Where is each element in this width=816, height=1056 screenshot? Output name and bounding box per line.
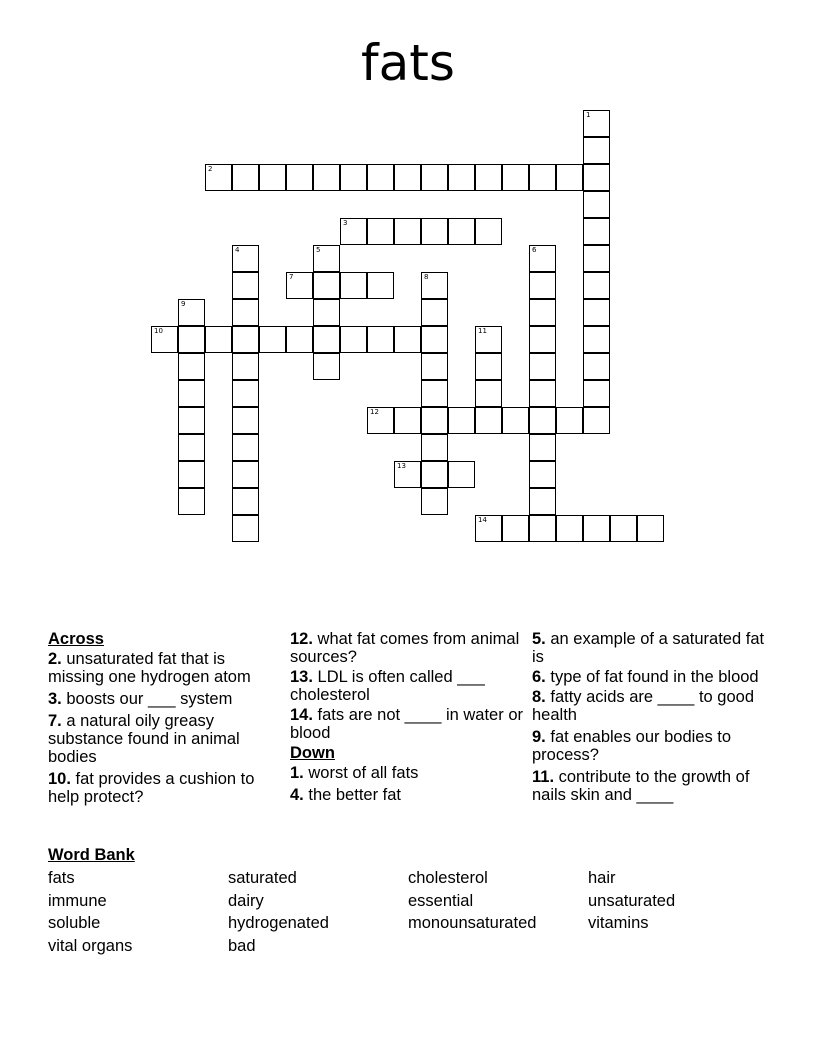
word-bank-item: hydrogenated [228,914,329,932]
crossword-cell[interactable] [421,407,448,434]
crossword-cell[interactable] [421,299,448,326]
crossword-cell[interactable] [583,407,610,434]
crossword-cell[interactable] [313,299,340,326]
crossword-cell[interactable] [529,353,556,380]
clue-down-11: 11. contribute to the growth of nails skin and ____ [532,768,750,804]
crossword-grid [151,110,666,545]
crossword-cell[interactable] [529,515,556,542]
crossword-cell[interactable] [529,380,556,407]
crossword-cell[interactable] [529,326,556,353]
crossword-cell[interactable] [178,434,205,461]
crossword-cell[interactable] [421,434,448,461]
clue-number: 9 [181,300,186,308]
crossword-cell[interactable] [583,272,610,299]
word-bank-item: soluble [48,914,101,932]
clue-number: 2 [208,165,213,173]
crossword-cell-7[interactable] [286,272,313,299]
crossword-cell[interactable] [475,380,502,407]
crossword-cell[interactable] [529,164,556,191]
crossword-cell[interactable] [313,164,340,191]
crossword-cell[interactable] [394,326,421,353]
crossword-cell-5[interactable] [313,245,340,272]
crossword-cell[interactable] [583,245,610,272]
crossword-cell[interactable] [286,326,313,353]
crossword-cell[interactable] [421,353,448,380]
clue-number: 4 [235,246,240,254]
clue-down-5: 5. an example of a saturated fat is [532,630,765,666]
crossword-cell[interactable] [340,164,367,191]
crossword-cell[interactable] [232,488,259,515]
crossword-cell[interactable] [583,137,610,164]
crossword-cell[interactable] [529,461,556,488]
crossword-cell[interactable] [529,407,556,434]
crossword-cell[interactable] [178,380,205,407]
crossword-cell[interactable] [583,380,610,407]
crossword-cell[interactable] [178,407,205,434]
crossword-cell[interactable] [232,380,259,407]
crossword-cell[interactable] [475,218,502,245]
crossword-cell[interactable] [178,353,205,380]
crossword-cell-12[interactable] [367,407,394,434]
clue-number: 12 [370,408,379,416]
crossword-cell-2[interactable] [205,164,232,191]
crossword-cell[interactable] [232,272,259,299]
word-bank-heading: Word Bank [48,846,135,864]
word-bank-item: vital organs [48,936,133,955]
clue-down-4: 4. the better fat [290,786,402,804]
crossword-cell[interactable] [259,326,286,353]
crossword-cell[interactable] [448,164,475,191]
crossword-cell[interactable] [313,272,340,299]
crossword-cell[interactable] [313,353,340,380]
clue-number: 8 [424,273,429,281]
crossword-cell[interactable] [421,461,448,488]
crossword-cell[interactable] [610,515,637,542]
crossword-cell[interactable] [232,299,259,326]
word-bank-item: cholesterol [408,869,488,887]
word-bank-item: vitamins [588,914,649,932]
crossword-cell[interactable] [502,164,529,191]
word-bank-item: saturated [228,869,297,887]
clue-number: 7 [289,273,294,281]
crossword-cell-4[interactable] [232,245,259,272]
crossword-cell[interactable] [421,218,448,245]
crossword-cell-11[interactable] [475,326,502,353]
clue-across-2: 2. unsaturated fat that is missing one hydrogen atom [48,650,251,686]
crossword-cell[interactable] [556,164,583,191]
crossword-cell[interactable] [178,488,205,515]
crossword-cell[interactable] [232,326,259,353]
crossword-cell[interactable] [367,272,394,299]
crossword-cell-1[interactable] [583,110,610,137]
clue-number: 6 [532,246,537,254]
word-bank-item: unsaturated [588,891,676,910]
crossword-cell[interactable] [232,164,259,191]
crossword-cell[interactable] [637,515,664,542]
crossword-cell[interactable] [502,407,529,434]
clue-down-6: 6. type of fat found in the blood [532,668,759,686]
clue-down-1: 1. worst of all fats [290,764,419,782]
crossword-cell[interactable] [340,326,367,353]
crossword-cell[interactable] [448,218,475,245]
crossword-cell[interactable] [232,407,259,434]
clue-number: 11 [478,327,487,335]
crossword-cell[interactable] [394,218,421,245]
crossword-cell[interactable] [529,488,556,515]
crossword-cell[interactable] [583,299,610,326]
crossword-cell[interactable] [475,353,502,380]
clue-across-14: 14. fats are not ____ in water or blood [290,706,523,742]
crossword-cell[interactable] [232,434,259,461]
crossword-cell[interactable] [394,164,421,191]
crossword-cell[interactable] [178,461,205,488]
crossword-cell[interactable] [583,191,610,218]
word-bank-item: dairy [228,891,264,910]
crossword-cell[interactable] [205,326,232,353]
crossword-cell[interactable] [178,326,205,353]
crossword-cell-10[interactable] [151,326,178,353]
crossword-cell[interactable] [502,515,529,542]
word-bank-list [48,869,788,955]
crossword-cell[interactable] [529,299,556,326]
clue-across-7: 7. a natural oily greasy substance found in animal bodies [48,712,240,766]
crossword-cell[interactable] [340,272,367,299]
crossword-cell[interactable] [286,164,313,191]
clue-number: 5 [316,246,321,254]
word-bank-item: essential [408,891,474,910]
crossword-cell-14[interactable] [475,515,502,542]
word-bank-item: bad [228,936,256,955]
crossword-cell-13[interactable] [394,461,421,488]
clue-down-9: 9. fat enables our bodies to process? [532,728,732,764]
crossword-cell-3[interactable] [340,218,367,245]
word-bank-item: fats [48,869,75,887]
crossword-cell[interactable] [583,164,610,191]
crossword-cell[interactable] [529,434,556,461]
crossword-cell[interactable] [556,407,583,434]
word-bank [48,846,788,955]
across-heading: Across [48,630,104,648]
clue-number: 14 [478,516,487,524]
crossword-cell[interactable] [232,515,259,542]
clue-number: 10 [154,327,163,335]
crossword-cell[interactable] [367,164,394,191]
clue-column-1 [48,630,283,810]
page-title: fats [361,34,455,92]
word-bank-item: monounsaturated [408,914,537,932]
crossword-cell-6[interactable] [529,245,556,272]
word-bank-item: immune [48,891,107,910]
down-heading: Down [290,744,335,762]
crossword-cell[interactable] [475,407,502,434]
clue-across-10: 10. fat provides a cushion to help protect? [48,770,255,806]
clue-number: 1 [586,111,591,119]
crossword-cell[interactable] [232,461,259,488]
crossword-cell[interactable] [475,164,502,191]
crossword-cell[interactable] [421,488,448,515]
crossword-cell[interactable] [259,164,286,191]
clue-column-3 [532,630,777,808]
clue-across-12: 12. what fat comes from animal sources? [290,630,520,666]
crossword-cell[interactable] [448,407,475,434]
word-bank-item: hair [588,869,616,887]
crossword-cell[interactable] [583,353,610,380]
clue-across-13: 13. LDL is often called ___ cholesterol [290,668,485,704]
crossword-cell[interactable] [313,326,340,353]
crossword-cell[interactable] [367,326,394,353]
crossword-cell[interactable] [448,461,475,488]
crossword-cell[interactable] [367,218,394,245]
crossword-cell[interactable] [583,515,610,542]
crossword-cell-8[interactable] [421,272,448,299]
crossword-cell[interactable] [421,380,448,407]
clue-number: 13 [397,462,406,470]
crossword-cell[interactable] [583,218,610,245]
crossword-cell[interactable] [583,326,610,353]
clue-number: 3 [343,219,348,227]
crossword-cell[interactable] [421,326,448,353]
clue-down-8: 8. fatty acids are ____ to good health [532,688,754,724]
crossword-cell[interactable] [529,272,556,299]
crossword-cell-9[interactable] [178,299,205,326]
clue-across-3: 3. boosts our ___ system [48,690,233,708]
clue-column-2 [290,630,525,808]
crossword-cell[interactable] [232,353,259,380]
crossword-cell[interactable] [556,515,583,542]
crossword-cell[interactable] [421,164,448,191]
crossword-cell[interactable] [394,407,421,434]
